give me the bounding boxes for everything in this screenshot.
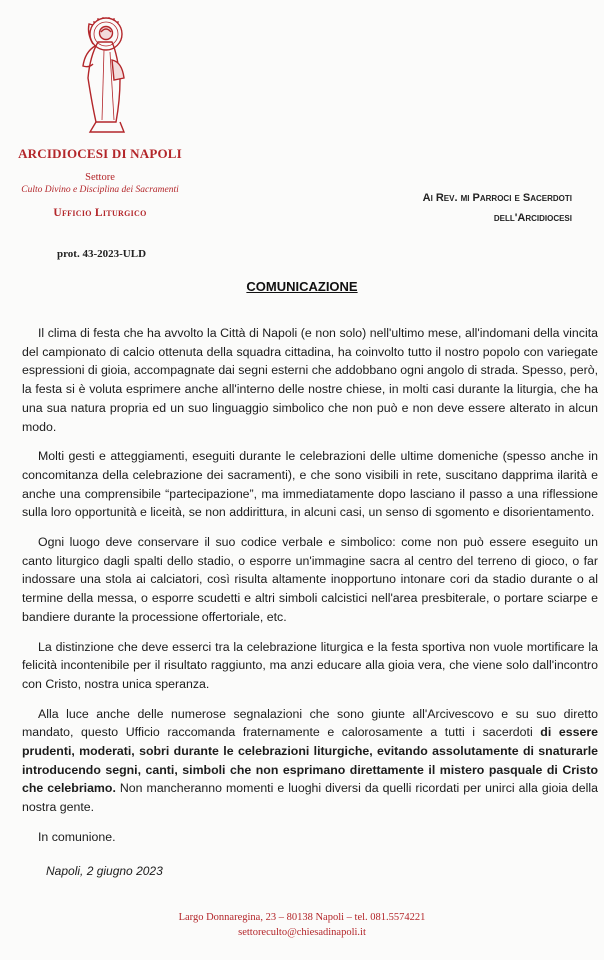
office-name: Ufficio Liturgico: [53, 207, 147, 219]
recommendation-intro: Alla luce anche delle numerose segnalazioni che sono giunte all'Arcivescovo e su suo diretto mandato, questo Ufficio raccomanda fraternamente e calorosamente a tutti i sacerdoti: [22, 706, 598, 740]
letter-body: [22, 324, 598, 847]
letter-date: Napoli, 2 giugno 2023: [46, 864, 163, 878]
paragraph: Il clima di festa che ha avvolto la Città di Napoli (e non solo) nell'ultimo mese, all'indomani della vincita del campionato di calcio ottenuta della squadra cittadina, ha coinvolto tutto il nostro popolo con variegate espressioni di gioia, accompagnate dai segni esterni che addobbano ogni angolo di strada. Spesso, però, la festa si è voluta esprimere anche all'interno delle nostre chiese, in molti casi durante la liturgia, che ha una sua natura propria ed un suo linguaggio simbolico che non può e non deve essere alterato in alcun modo.: [22, 326, 598, 434]
footer-address: Largo Donnaregina, 23 – 80138 Napoli – tel. 081.5574221: [178, 912, 426, 923]
sector-name: Culto Divino e Disciplina dei Sacramenti: [21, 185, 179, 195]
footer-email: settoreculto@chiesadinapoli.it: [238, 927, 366, 938]
sector-label: Settore: [85, 172, 115, 183]
addressee-line-2: dell'Arcidiocesi: [493, 212, 572, 224]
recommendation-outro: Non mancheranno momenti e luoghi diversi da quelli ricordati per unirci alla gioia della nostra gente.: [22, 781, 599, 815]
paragraph: Ogni luogo deve conservare il suo codice verbale e simbolico: come non può essere eseguito un canto liturgico dagli spalti dello stadio, o esporre un'immagine sacra al centro del terreno di gioco, o far indossare una stola ai calciatori, così risulta altamente inopportuno intonare cori da stadio durante o al termine della messa, o esporre scudetti e altri simboli calcistici nell'area presbiterale, o portare sciarpe e bandiere durante la processione offertoriale, etc.: [22, 535, 598, 624]
recommendation-bold: di essere prudenti, moderati, sobri durante le celebrazioni liturgiche, evitando assolutamente di snaturarle introducendo segni, canti, simboli che non esprimano direttamente il mistero pasquale di Cristo che celebriamo.: [22, 725, 598, 796]
closing-greeting: In comunione.: [38, 829, 116, 844]
protocol-number: prot. 43-2023-ULD: [57, 248, 147, 260]
organization-name: ARCIDIOCESI DI NAPOLI: [18, 146, 182, 161]
saint-seal-icon: [52, 10, 148, 140]
paragraph: La distinzione che deve esserci tra la celebrazione liturgica e la festa sportiva non vuole mortificare la felicità incontenibile per il risultato raggiunto, ma anzi educare alla gioia vera, che viene solo dall'incontro con Cristo, nostra unica speranza.: [22, 639, 598, 691]
paragraph-recommendation: [22, 705, 598, 817]
addressee-line-1: Ai Rev. mi Parroci e Sacerdoti: [422, 192, 572, 204]
document-title: COMUNICAZIONE: [246, 279, 358, 294]
paragraph: Molti gesti e atteggiamenti, eseguiti durante le celebrazioni delle ultime domeniche (spesso anche in concomitanza della celebrazione dei sacramenti), e che sono visibili in rete, suscitano dapprima ilarità e anche una comprensibile “partecipazione”, ma immediatamente dopo lasciano il passo a una riflessione sulla loro opportunità e liceità, se non addirittura, in alcuni casi, un senso di sgomento e disorientamento.: [22, 449, 598, 520]
